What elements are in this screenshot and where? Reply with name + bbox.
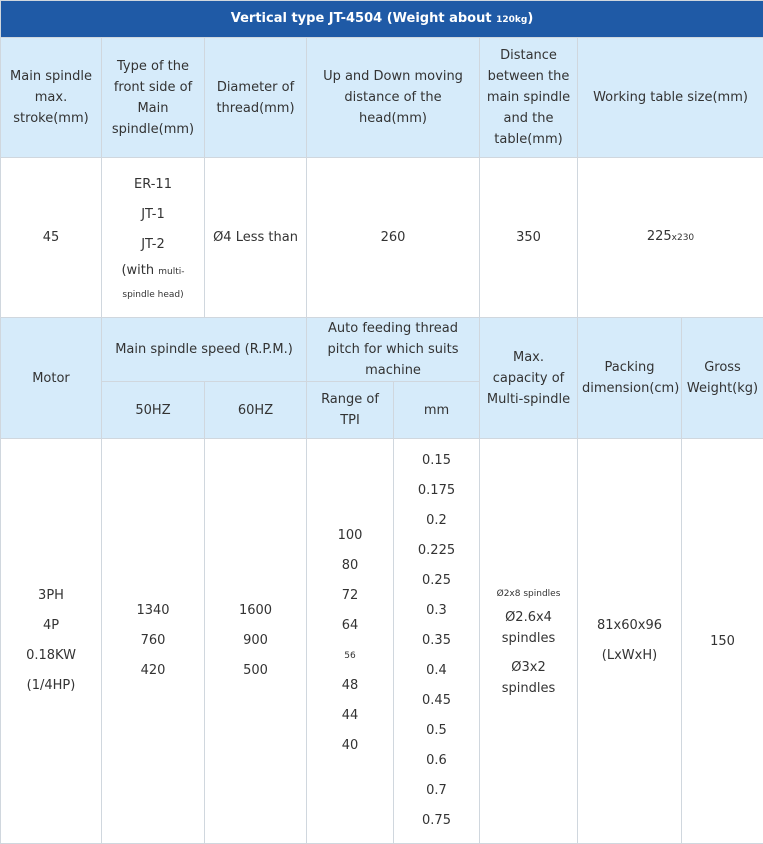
packing-item: 81x60x96 bbox=[582, 611, 677, 641]
title-text: Vertical type JT-4504 (Weight about bbox=[231, 11, 496, 26]
mm-item: 0.3 bbox=[398, 596, 475, 626]
header-motor: Motor bbox=[1, 318, 102, 439]
speed-60-item: 1600 bbox=[209, 596, 302, 626]
header-table-size: Working table size(mm) bbox=[578, 38, 763, 158]
tpi-item: 40 bbox=[311, 731, 389, 761]
mm-item: 0.175 bbox=[398, 476, 475, 506]
motor-item: 3PH bbox=[5, 581, 97, 611]
value-row-2 bbox=[1, 439, 763, 844]
tpi-item: 80 bbox=[311, 551, 389, 581]
tpi-item: 48 bbox=[311, 671, 389, 701]
front-note: (with multi-spindle head) bbox=[106, 260, 200, 306]
value-speed-60hz bbox=[205, 439, 307, 844]
value-up-down: 260 bbox=[307, 158, 480, 318]
speed-50-item: 760 bbox=[106, 626, 200, 656]
header-speed: Main spindle speed (R.P.M.) bbox=[102, 318, 307, 382]
header-distance: Distance between the main spindle and the table(mm) bbox=[480, 38, 578, 158]
header-stroke: Main spindle max. stroke(mm) bbox=[1, 38, 102, 158]
header-packing: Packing dimension(cm) bbox=[578, 318, 682, 439]
value-gross: 150 bbox=[682, 439, 763, 844]
header-row-2 bbox=[1, 318, 763, 382]
tpi-item: 64 bbox=[311, 611, 389, 641]
table-title bbox=[1, 1, 763, 38]
speed-60-item: 500 bbox=[209, 656, 302, 686]
speed-50-item: 420 bbox=[106, 656, 200, 686]
value-tpi bbox=[307, 439, 394, 844]
header-mm: mm bbox=[394, 382, 480, 439]
value-capacity bbox=[480, 439, 578, 844]
value-mm bbox=[394, 439, 480, 844]
value-row-1 bbox=[1, 158, 763, 318]
capacity-a: Ø2.6x4 spindles bbox=[484, 607, 573, 649]
front-type-item: JT-2 bbox=[106, 230, 200, 260]
front-type-item: ER-11 bbox=[106, 170, 200, 200]
value-front-types bbox=[102, 158, 205, 318]
mm-item: 0.225 bbox=[398, 536, 475, 566]
header-front-type: Type of the front side of Main spindle(mm) bbox=[102, 38, 205, 158]
value-speed-50hz bbox=[102, 439, 205, 844]
header-thread-diameter: Diameter of thread(mm) bbox=[205, 38, 307, 158]
header-pitch: Auto feeding thread pitch for which suits machine bbox=[307, 318, 480, 382]
mm-item: 0.7 bbox=[398, 776, 475, 806]
value-stroke: 45 bbox=[1, 158, 102, 318]
header-row-1 bbox=[1, 38, 763, 158]
value-packing bbox=[578, 439, 682, 844]
value-table-size: 225x230 bbox=[578, 158, 763, 318]
title-close: ) bbox=[527, 11, 533, 26]
capacity-small: Ø2x8 spindles bbox=[484, 584, 573, 605]
header-50hz: 50HZ bbox=[102, 382, 205, 439]
mm-item: 0.2 bbox=[398, 506, 475, 536]
value-motor bbox=[1, 439, 102, 844]
capacity-b: Ø3x2 spindles bbox=[484, 657, 573, 699]
mm-item: 0.35 bbox=[398, 626, 475, 656]
tpi-item: 72 bbox=[311, 581, 389, 611]
tpi-item: 100 bbox=[311, 521, 389, 551]
value-distance: 350 bbox=[480, 158, 578, 318]
speed-60-item: 900 bbox=[209, 626, 302, 656]
motor-item: 0.18KW bbox=[5, 641, 97, 671]
header-up-down: Up and Down moving distance of the head(mm) bbox=[307, 38, 480, 158]
header-gross: Gross Weight(kg) bbox=[682, 318, 763, 439]
title-row bbox=[1, 1, 763, 38]
packing-item: (LxWxH) bbox=[582, 641, 677, 671]
header-capacity: Max. capacity of Multi-spindle bbox=[480, 318, 578, 439]
mm-item: 0.6 bbox=[398, 746, 475, 776]
header-60hz: 60HZ bbox=[205, 382, 307, 439]
value-thread-diameter: Ø4 Less than bbox=[205, 158, 307, 318]
motor-item: (1/4HP) bbox=[5, 671, 97, 701]
tpi-item: 44 bbox=[311, 701, 389, 731]
header-tpi: Range of TPI bbox=[307, 382, 394, 439]
title-weight: 120kg bbox=[496, 15, 527, 25]
mm-item: 0.4 bbox=[398, 656, 475, 686]
mm-item: 0.25 bbox=[398, 566, 475, 596]
mm-item: 0.45 bbox=[398, 686, 475, 716]
mm-item: 0.5 bbox=[398, 716, 475, 746]
mm-item: 0.15 bbox=[398, 446, 475, 476]
front-type-item: JT-1 bbox=[106, 200, 200, 230]
mm-item: 0.75 bbox=[398, 806, 475, 836]
motor-item: 4P bbox=[5, 611, 97, 641]
speed-50-item: 1340 bbox=[106, 596, 200, 626]
tpi-item: 56 bbox=[311, 641, 389, 671]
